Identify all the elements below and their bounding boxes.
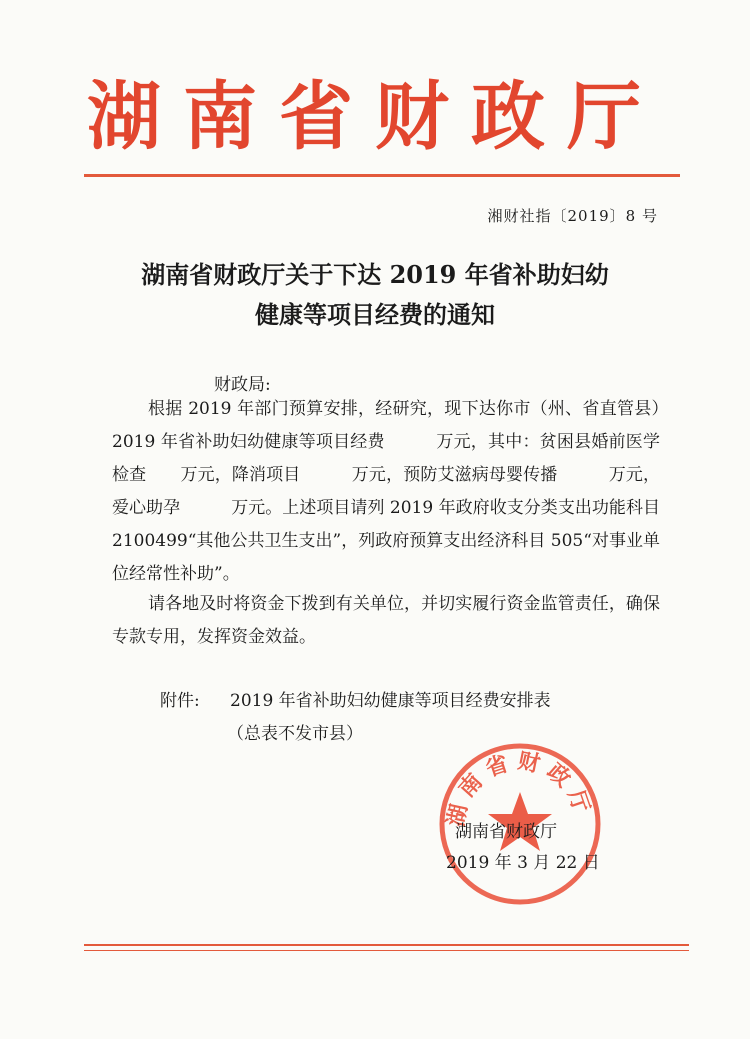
document-title <box>60 255 690 335</box>
signature-org: 湖南省财政厅 <box>455 822 557 842</box>
title-line-2: 健康等项目经费的通知 <box>255 300 495 329</box>
attachment-label: 附件: <box>160 691 200 711</box>
title-line-1: 湖南省财政厅关于下达 2019 年省补助妇幼 <box>141 260 609 289</box>
body-paragraph-2 <box>112 588 660 654</box>
paragraph-1-text: 根据 2019 年部门预算安排，经研究，现下达你市（州、省直管县）2019 年省补助妇幼健康等项目经费 万元，其中：贫困县婚前医学检查 万元，降消项目 万元，预防艾滋病母婴传播 万元，爱心助孕 万元。上述项目请列 2019 年政府收支分类支出功能科目 2100499“其他公共卫生支出”，列政府预算支出经济科目 505“对事业单位经常性补助”。 <box>112 399 660 584</box>
addressee: 财政局: <box>214 375 271 395</box>
doc-number: 湘财社指〔2019〕8 号 <box>487 207 658 225</box>
masthead: 湖南省财政厅 <box>87 74 663 160</box>
bottom-rule <box>84 944 689 946</box>
bottom-rule-secondary <box>84 950 689 951</box>
masthead-rule <box>84 174 680 177</box>
attachment-title: 2019 年省补助妇幼健康等项目经费安排表 <box>230 691 551 711</box>
seal-text: 湖南省财政厅 <box>443 748 596 829</box>
paragraph-2-text: 请各地及时将资金下拨到有关单位，并切实履行资金监管责任，确保专款专用，发挥资金效益。 <box>112 594 660 647</box>
signature-date: 2019 年 3 月 22 日 <box>446 853 600 873</box>
attachment-note: （总表不发市县） <box>227 724 363 744</box>
body-paragraph-1 <box>112 393 660 591</box>
